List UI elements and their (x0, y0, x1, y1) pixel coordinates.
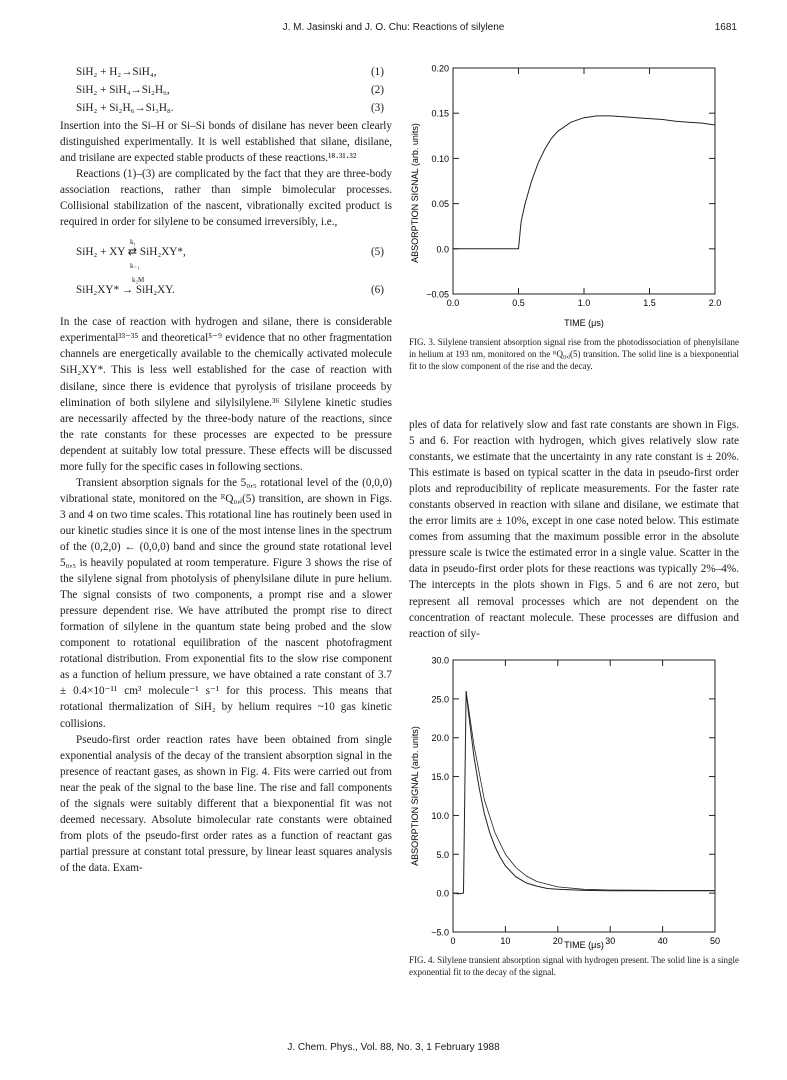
x-tick-label: 20 (552, 936, 563, 946)
rate-constant-forward: k₁ (130, 238, 136, 247)
figure-3-caption: FIG. 3. Silylene transient absorption signal rise from the photodissociation of phenylsilane in helium at 193 nm, monitored on the ᴿQ₀,ⱼ(5) transition. The solid line is a biexponential fit to the slow component of the rise and the decay. (409, 337, 739, 371)
running-title: J. M. Jasinski and J. O. Chu: Reactions of silylene (282, 22, 505, 33)
equation-number: (5) (370, 246, 384, 259)
series-line (466, 691, 715, 890)
equation-number: (2) (370, 84, 384, 96)
y-tick-label: −0.05 (426, 289, 449, 300)
equation-number: (6) (370, 284, 384, 297)
x-tick-label: 40 (657, 936, 668, 946)
equation-expr: SiH₂ + SiH₄→Si₂H₆, (76, 84, 170, 96)
equation-expr: SiH₂XY* → SiH₂XY. (76, 284, 175, 297)
page-number: 1681 (714, 22, 737, 33)
y-tick-label: 0.15 (431, 108, 449, 119)
y-tick-label: −5.0 (431, 927, 449, 938)
x-tick-label: 0.5 (512, 298, 525, 308)
x-tick-label: 50 (709, 936, 721, 946)
journal-footer: J. Chem. Phys., Vol. 88, No. 3, 1 February 1988 (287, 1042, 500, 1053)
paragraph: Insertion into the Si–H or Si–Si bonds of disilane has never been clearly distinguished experimentally. It is well established that silane, disilane, and trisilane are expected stable products of these reactions.¹⁸·³¹·³² (60, 120, 392, 165)
x-tick-label: 2.0 (708, 298, 722, 308)
x-tick-label: 10 (500, 936, 511, 946)
equation-6 (60, 278, 392, 308)
rate-constant-stabilization: k₂M (132, 276, 145, 285)
y-tick-label: 10.0 (431, 810, 449, 821)
figure-4-chart (404, 652, 744, 952)
plot-frame (453, 68, 715, 294)
equation-5 (60, 238, 392, 272)
figure-3 (404, 60, 744, 330)
paragraph: Transient absorption signals for the 5₀,₅ rotational level of the (0,0,0) vibrational state, monitored on the ᴿQ₀,ⱼ(5) transition, are shown in Figs. 3 and 4 on two time scales. This rotational line has routinely been used in our kinetic studies since it is one of the most intense lines in the spectrum of the (0,2,0) ← (0,0,0) band and since the ground state rotational level 5₀,₅ is heavily populated at room temperature. Figure 3 shows the rise of the silylene signal from photolysis of phenylsilane dilute in pure helium. The signal consists of two components, a prompt rise and a slower pressure dependent rise. We have attributed the prompt rise to direct formation of silylene in the quantum state being probed and the slow component to rotational equilibration of the nascent photofragment rotational distribution. From exponential fits to the slow rise component as a function of helium pressure, we have obtained a rate constant of 3.7 ± 0.4×10⁻¹¹ cm³ molecule⁻¹ s⁻¹ for this process. This means that rotational thermalization of SiH₂ by helium requires ~10 gas kinetic collisions. (60, 476, 392, 730)
series-line (453, 116, 715, 249)
y-tick-label: 0.20 (431, 63, 449, 74)
x-tick-label: 0 (450, 936, 456, 946)
y-axis-label: ABSORPTION SIGNAL (arb. units) (410, 123, 420, 263)
paragraph: ples of data for relatively slow and fast rate constants are shown in Figs. 5 and 6. For reaction with hydrogen, which gives relatively slow rate constants, we estimate that the uncertainty in any rate constant is ± 20%. This estimate is based on typical scatter in the data in pseudo-first order plots and reproducibility of replicate measurements. For the faster rate constants observed in reaction with silane and disilane, we estimate that the error limits are ± 10%, except in one case noted below. This estimate comes from assuming that the maximum possible error in the absolute pressure scale is twice the estimated error in a single value. Scatter in the data in pseudo-first order plots for these reactions was typically 2%–4%. The intercepts in the plots shown in Figs. 5 and 6 are not zero, but represent all removal processes which are not dependent on the concentration of reactant molecule. These processes are diffusion and reaction of sily- (409, 419, 739, 640)
equation-number: (3) (370, 102, 384, 114)
paragraph: In the case of reaction with hydrogen and silane, there is considerable experimental³³⁻³⁵ and theoretical⁵⁻⁹ evidence that no other fragmentation channels are energetically available to the chemically activated molecule SiH₂XY*. This is less well established for the case of reaction with disilane, since there is evidence that pyrolysis of trisilane proceeds by elimination of both silylene and silylsilylene.³⁶ Silylene kinetic studies are necessarily affected by the three-body nature of the reactions, since the rate constants for these processes are expected to be pressure dependent at suitably low total pressure. These effects will be discussed more fully for the specific cases in following sections. (60, 316, 392, 473)
left-column (60, 64, 392, 876)
equation-expr: SiH₂ + XY ⇄ SiH₂XY*, (76, 246, 186, 259)
equation-number: (1) (370, 66, 384, 78)
x-axis-label: TIME (μs) (564, 318, 604, 328)
equation-expr: SiH₂ + H₂→SiH₄, (76, 66, 157, 78)
y-tick-label: 30.0 (431, 655, 449, 666)
y-tick-label: 25.0 (431, 694, 449, 705)
x-tick-label: 30 (605, 936, 616, 946)
equation-3 (60, 100, 392, 118)
y-axis-label: ABSORPTION SIGNAL (arb. units) (410, 726, 420, 866)
right-column (409, 417, 739, 642)
y-tick-label: 5.0 (436, 849, 449, 860)
y-tick-label: 0.0 (436, 244, 449, 255)
x-tick-label: 1.5 (643, 298, 656, 308)
series-line (453, 691, 715, 894)
x-tick-label: 0.0 (446, 298, 460, 308)
rate-constant-reverse: k₋₁ (130, 262, 140, 271)
y-tick-label: 0.0 (436, 888, 449, 899)
y-tick-label: 0.05 (431, 199, 449, 210)
figure-4-caption: FIG. 4. Silylene transient absorption signal with hydrogen present. The solid line is a single exponential fit to the decay of the signal. (409, 955, 739, 977)
figure-4 (404, 652, 744, 952)
figure-3-chart (404, 60, 744, 330)
equation-expr: SiH₂ + Si₂H₆→Si₃H₈. (76, 102, 174, 114)
x-tick-label: 1.0 (577, 298, 591, 308)
y-tick-label: 20.0 (431, 733, 449, 744)
x-axis-label: TIME (μs) (564, 940, 604, 950)
equation-1 (60, 64, 392, 82)
paragraph: Pseudo-first order reaction rates have been obtained from single exponential analysis of the decay of the transient absorption signal in the presence of reactant gases, as shown in Fig. 4. Fits were carried out from near the peak of the signal to the base line. The rise and fall components of the signals were suitably different that a biexponential fit was not deemed necessary. Absolute bimolecular rate constants were obtained from plots of the pseudo-first order rates as a function of reactant gas partial pressure at constant total pressure, by linear least squares analysis of the data. Exam- (60, 733, 392, 874)
paragraph: Reactions (1)–(3) are complicated by the fact that they are three-body association reactions, rather than simple bimolecular processes. Collisional stabilization of the nascent, vibrationally excited product is required in order for silylene to be consumed irreversibly, i.e., (60, 168, 392, 229)
equation-2 (60, 82, 392, 100)
y-tick-label: 15.0 (431, 772, 449, 783)
y-tick-label: 0.10 (431, 153, 449, 164)
